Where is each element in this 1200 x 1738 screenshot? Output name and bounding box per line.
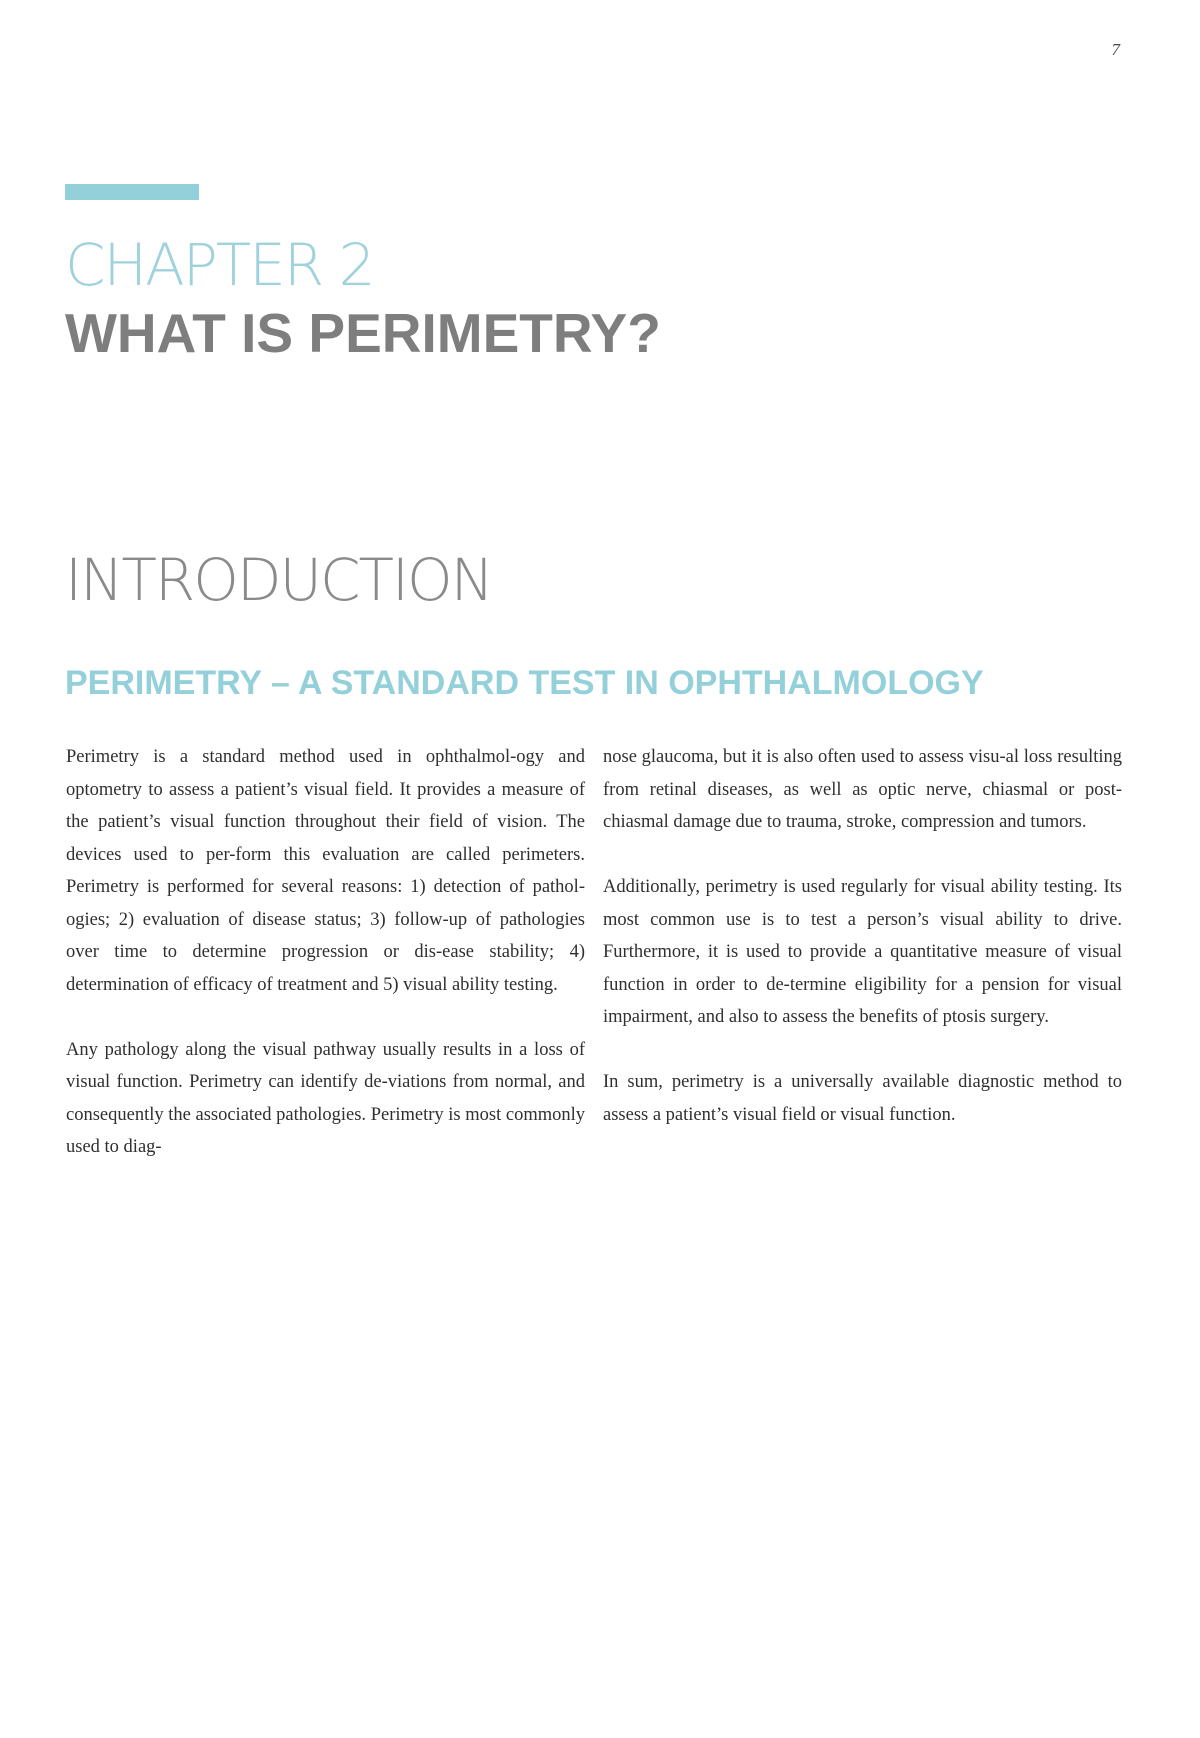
page-number: 7 xyxy=(1111,40,1120,59)
body-right-column xyxy=(603,741,1122,1131)
subsection-title: PERIMETRY – A STANDARD TEST IN OPHTHALMOLOGY xyxy=(65,664,984,702)
body-paragraph: nose glaucoma, but it is also often used to assess visu-al loss resulting from retinal diseases, as well as optic nerve, chiasmal or post-chiasmal damage due to trauma, stroke, compression and tumors. xyxy=(603,747,1122,832)
body-paragraph: Perimetry is a standard method used in ophthalmol-ogy and optometry to assess a patient’s visual field. It provides a measure of the patient’s visual function throughout their field of vision. The devices used to per-form this evaluation are called perimeters. Perimetry is performed for several reasons: 1) detection of pathol-ogies; 2) evaluation of disease status; 3) follow-up of pathologies over time to determine progression or dis-ease stability; 4) determination of efficacy of treatment and 5) visual ability testing. xyxy=(66,747,585,995)
body-paragraph: Any pathology along the visual pathway usually results in a loss of visual function. Perimetry can identify de-viations from normal, and consequently the associated pathologies. Perimetry is most commonly used to diag- xyxy=(66,1039,585,1157)
body-left-column xyxy=(66,741,585,1164)
section-title: INTRODUCTION xyxy=(65,546,493,614)
chapter-accent-bar xyxy=(65,184,199,200)
chapter-title: WHAT IS PERIMETRY? xyxy=(65,302,661,364)
body-paragraph: In sum, perimetry is a universally available diagnostic method to assess a patient’s visual field or visual function. xyxy=(603,1072,1122,1125)
chapter-label: CHAPTER 2 xyxy=(65,231,374,299)
body-paragraph: Additionally, perimetry is used regularly for visual ability testing. Its most common use is to test a person’s visual ability to drive. Furthermore, it is used to provide a quantitative measure of visual function in order to de-termine eligibility for a pension for visual impairment, and also to assess the benefits of ptosis surgery. xyxy=(603,877,1122,1027)
